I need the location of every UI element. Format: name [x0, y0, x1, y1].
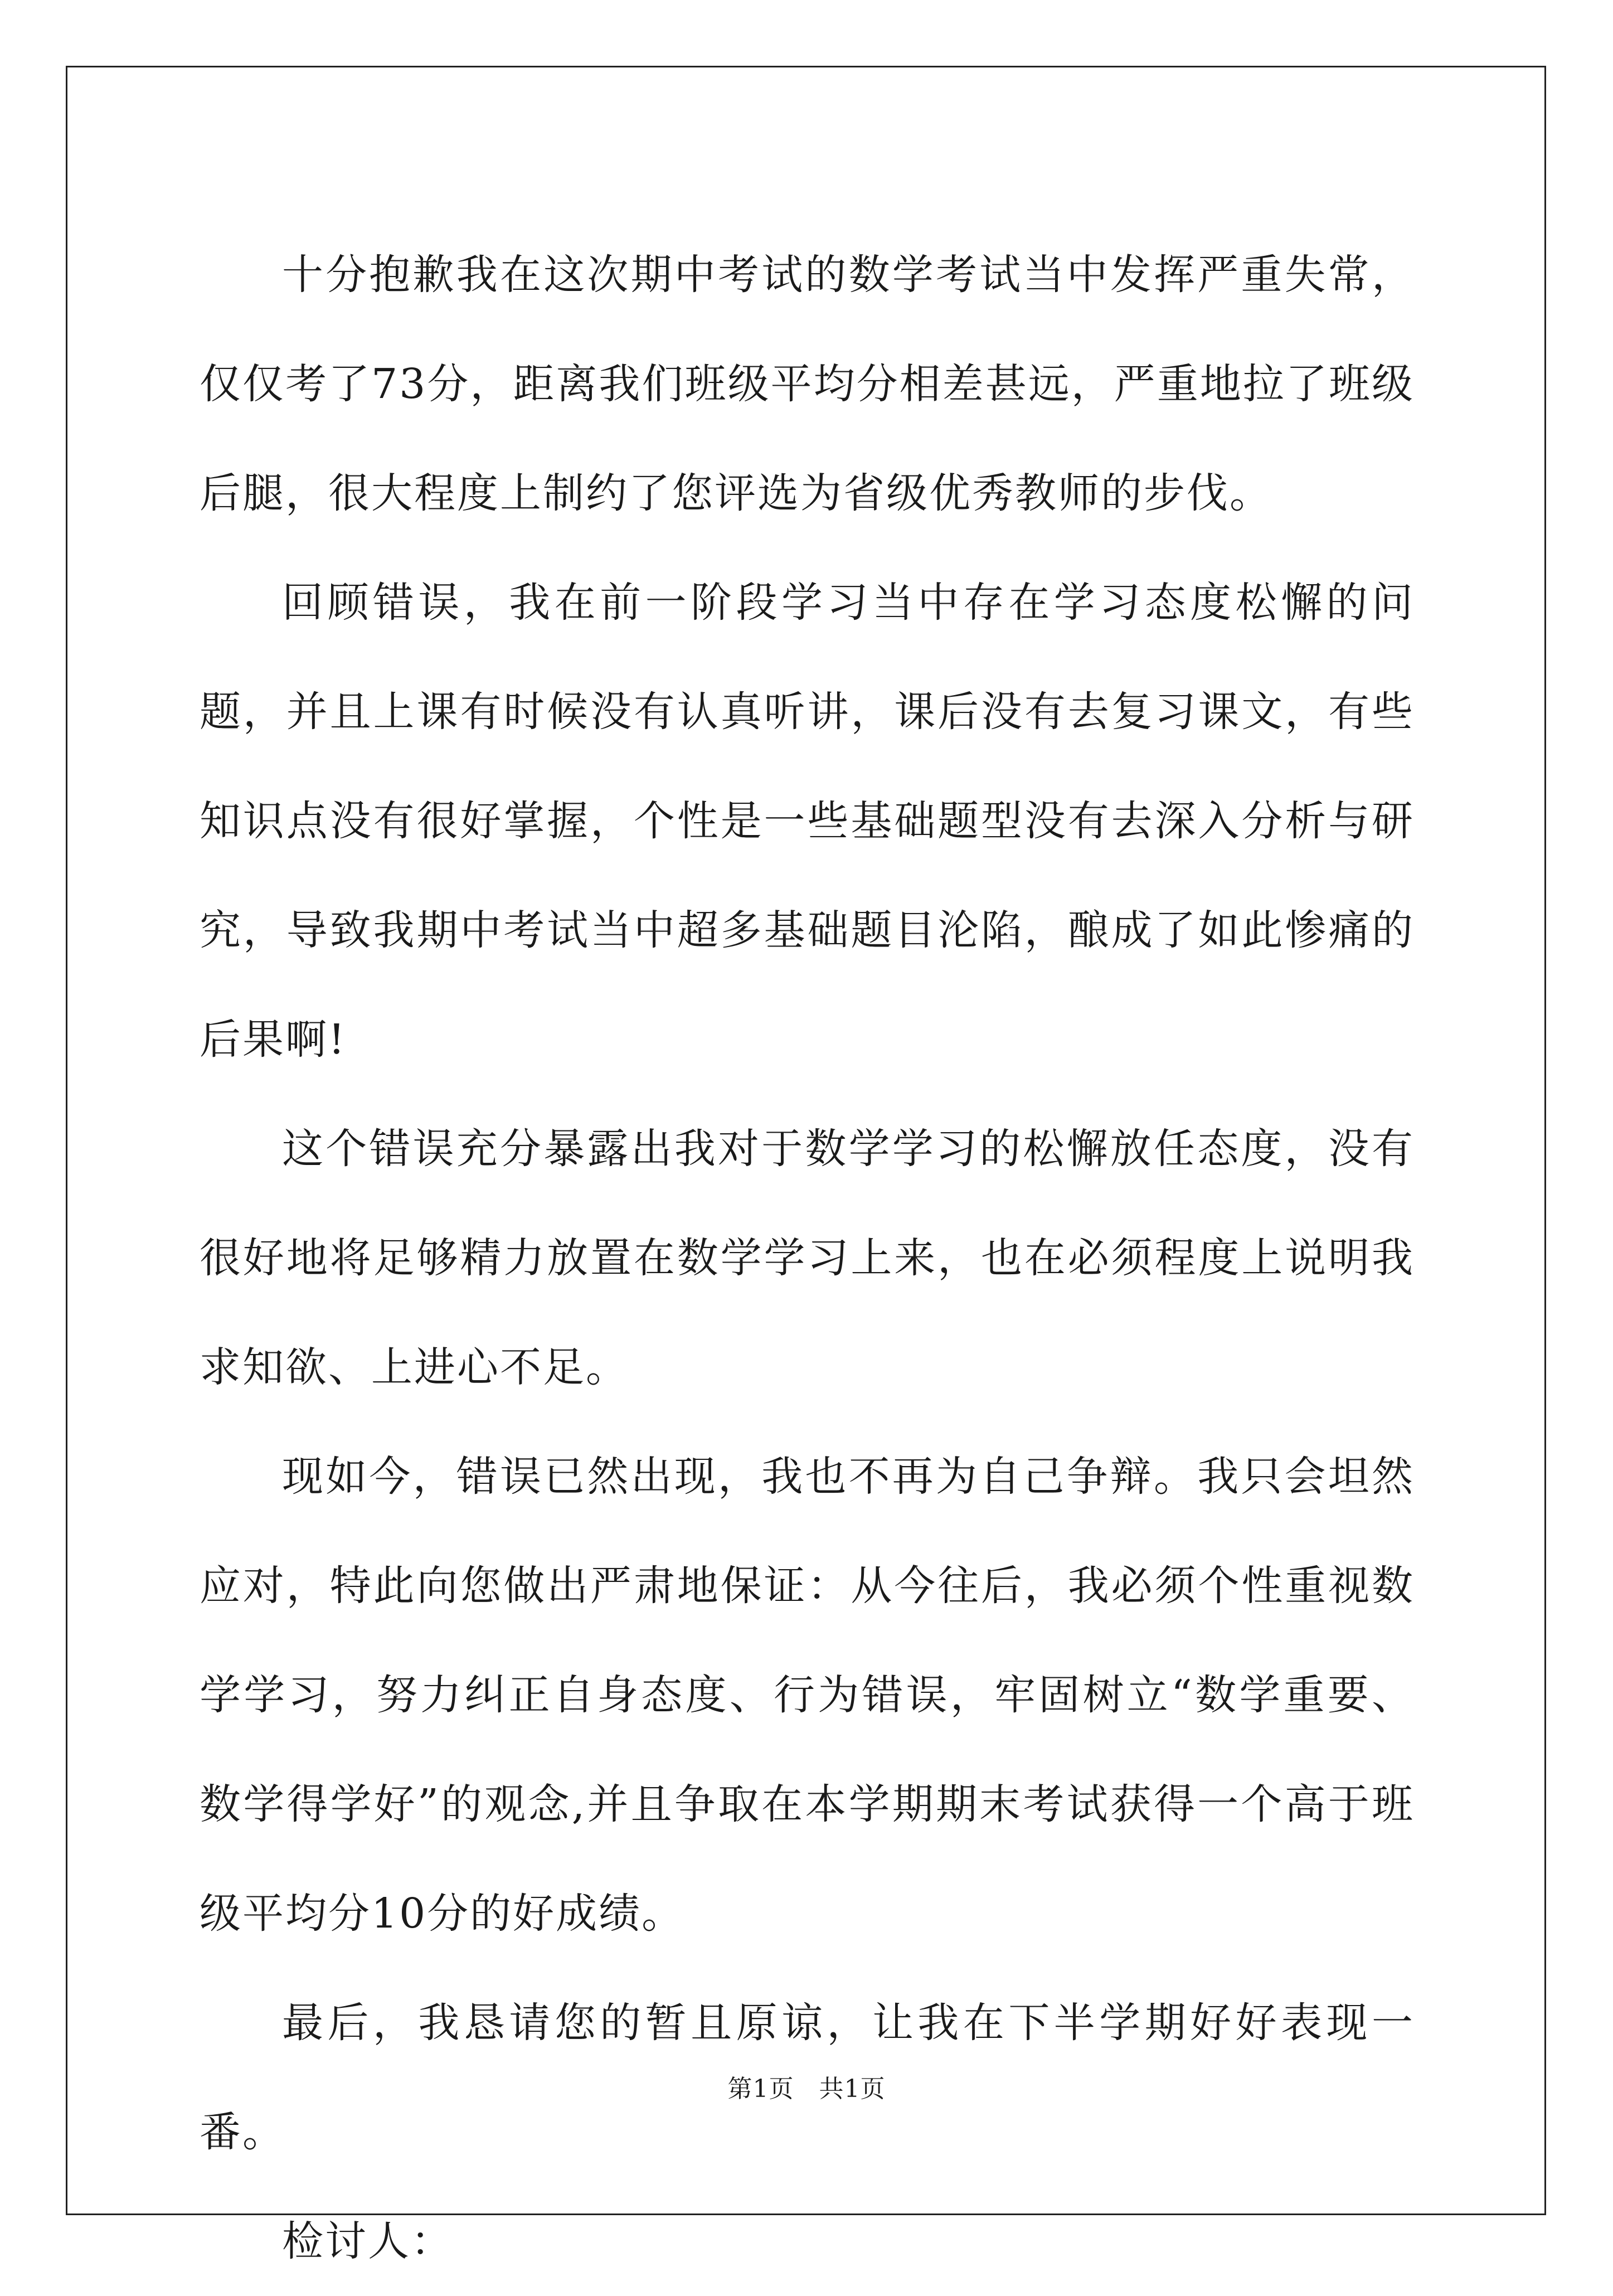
paragraph-signature: 检讨人：	[282, 2217, 454, 2265]
paragraph-reflection: 这个错误充分暴露出我对于数学学习的松懈放任态度，没有很好地将足够精力放置在数学学习上来，也在必须程度上说明我求知欲、上进心不足。	[200, 1125, 1415, 1391]
page-number-footer: 第1页 共1页	[727, 2075, 886, 2103]
paragraph-review-mistakes: 回顾错误，我在前一阶段学习当中存在学习态度松懈的问题，并且上课有时候没有认真听讲，课后没有去复习课文，有些知识点没有很好掌握，个性是一些基础题型没有去深入分析与研究，导致我期中考试当中超多基础题目沦陷，酿成了如此惨痛的后果啊!	[200, 579, 1415, 1064]
document-body	[200, 220, 1415, 2296]
paragraph-request: 最后，我恳请您的暂且原谅，让我在下半学期好好表现一番。	[200, 1999, 1415, 2156]
paragraph-promise: 现如今，错误已然出现，我也不再为自己争辩。我只会坦然应对，特此向您做出严肃地保证：从今往后，我必须个性重视数学学习，努力纠正自身态度、行为错误，牢固树立“数学重要、数学得学好”的观念,并且争取在本学期期末考试获得一个高于班级平均分10分的好成绩。	[200, 1453, 1415, 1938]
paragraph-apology: 十分抱歉我在这次期中考试的数学考试当中发挥严重失常，仅仅考了73分，距离我们班级平均分相差甚远，严重地拉了班级后腿，很大程度上制约了您评选为省级优秀教师的步伐。	[200, 251, 1415, 517]
